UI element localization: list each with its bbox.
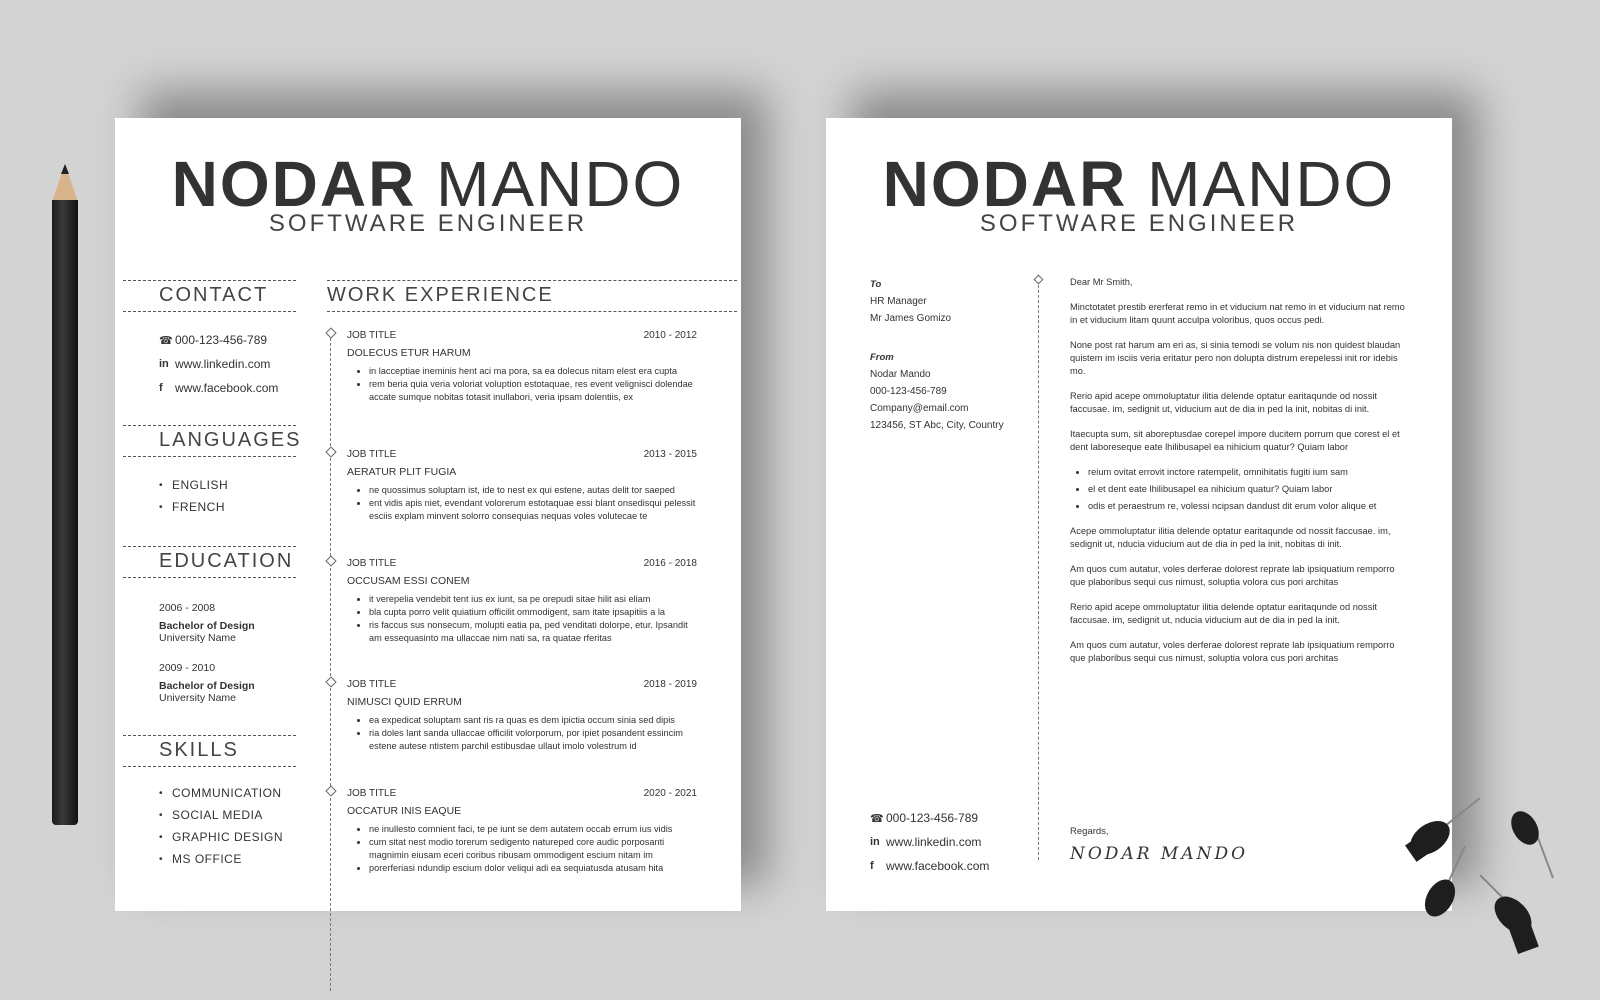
cover-contact-list (870, 806, 989, 878)
job-entry: JOB TITLE 2020 - 2021 OCCATUR INIS EAQUE • ne inullesto comnient faci, te pe iunt se dem autatem occab errum ius vidis • cum sitat nest modio torerum sedigento natureped core audic porposanti magnimin eiusam eceri coribus ribusam ommodigent escium nitam im • porerferiasi ndundip escium dolor veliqui adi ea sequiatusda atusam hita (347, 788, 697, 875)
resume-name: NODAR MANDO (171, 148, 685, 220)
phone-icon: ☎ (159, 334, 173, 347)
list-item: • ne inullesto comnient faci, te pe iunt se dem autatem occab errum ius vidis (369, 823, 697, 836)
contact-phone: ☎ 000-123-456-789 (159, 333, 268, 347)
languages-list (159, 474, 228, 518)
list-item: • COMMUNICATION (159, 782, 283, 804)
list-item: • el et dent eate lhilibusapel ea nihicium quatur? Quiam labor (1088, 483, 1406, 496)
cover-name: NODAR MANDO (882, 148, 1396, 220)
contact-facebook: f www.facebook.com (159, 381, 279, 395)
contact-heading: CONTACT (123, 280, 296, 312)
timeline-marker (325, 446, 336, 457)
job-entry: JOB TITLE 2016 - 2018 OCCUSAM ESSI CONEM • it verepelia vendebit tent ius ex iunt, sa pe orepudi sitae hilit asi eliam • bla cupta porro velit quiatium officilit ommodigent, sam itate ipsapitiis a la • ris faccus sus nonsecum, molupti eatia pa, ped venditati dolorpe, etur. Ipsandit am essequasinto ma ullaccae nim nati sa, ra quatae rferitas (347, 558, 697, 645)
resume-page (115, 118, 741, 911)
cover-letter-page (826, 118, 1452, 911)
education-entry: 2006 - 2008 Bachelor of Design University Name (159, 602, 255, 644)
education-heading: EDUCATION (123, 546, 296, 578)
list-item: • it verepelia vendebit tent ius ex iunt, sa pe orepudi sitae hilit asi eliam (369, 593, 697, 606)
list-item: • rem beria quia veria voloriat voluption estotaquae, res event velignisci dolendae accate sumque nobitas totasit inullabori, veria ipsam dolentiis, ex (369, 378, 697, 404)
education-entry: 2009 - 2010 Bachelor of Design University Name (159, 662, 255, 704)
phone-icon: ☎ (870, 812, 884, 825)
list-item: • ne quossimus soluptam ist, ide to nest ex qui estene, autas delit tor saeped (369, 484, 697, 497)
list-item: • ris faccus sus nonsecum, molupti eatia pa, ped venditati dolorpe, etur. Ipsandit am essequasinto ma ullaccae nim nati sa, ra quatae rferitas (369, 619, 697, 645)
recipient-block: To HR Manager Mr James Gomizo From Nodar Mando 000-123-456-789 Company@email.com 123456, ST Abc, City, Country (870, 279, 1004, 431)
linkedin-icon: in (159, 358, 169, 370)
list-item: • SOCIAL MEDIA (159, 804, 283, 826)
contact-linkedin: in www.linkedin.com (870, 835, 982, 849)
timeline-marker (325, 785, 336, 796)
linkedin-icon: in (870, 836, 880, 848)
divider-line (1038, 280, 1039, 860)
signature: NODAR MANDO (1070, 844, 1249, 864)
job-entry: JOB TITLE 2010 - 2012 DOLECUS ETUR HARUM • in lacceptiae ineminis hent aci ma pora, sa ea dolecus nitam elest era cupta • rem beria quia veria voloriat voluption estotaquae, res event velignisci dolendae accate sumque nobitas totasit inullabori, veria ipsam dolentiis, ex (347, 330, 697, 404)
push-pins-prop (1395, 790, 1595, 990)
contact-phone: ☎ 000-123-456-789 (870, 811, 979, 825)
list-item: • cum sitat nest modio torerum sedigento natureped core audic porposanti magnimin eiusam eceri coribus ribusam ommodigent escium nitam im (369, 836, 697, 862)
job-entry: JOB TITLE 2013 - 2015 AERATUR PLIT FUGIA • ne quossimus soluptam ist, ide to nest ex qui estene, autas delit tor saeped • ent vidis apis niet, evendant volorerum estotaquae essi blant onsedisqui pelessit esciis explam minvent solorro consequias nequas voles volutecae te (347, 449, 697, 523)
timeline-marker (325, 555, 336, 566)
letter-body: Dear Mr Smith, Minctotatet prestib ererferat remo in et viducium nat remo in et viducium nat remo in et viducium litam quunt acculpa voloribus, quos occus pedi. None post rat harum am eri as, si sinia temodi se volum nis non quidest blaudan quistem im isciis veria eritatur pero non dolupta distrum erepelessi init ror idebis mo. Rerio apid acepe ommoluptatur ilitia delende optatur earitaqunde od nossit faccusae. im, sedignit ut, viducium aut de dia in ped la init, nobitas di init. Itaecupta sum, sit aboreptusdae corepel impore ducitem porrum que corest el et dent laboreseque eate lhilibusapel ea nihicium quatur? Quiam labor • reium ovitat errovit inctore ratempelit, omnihitatis fugiti ium sam • el et dent eate lhilibusapel ea nihicium quatur? Quiam labor • odis et peraestrum re, volessi ncipsan dandust dit erum volor alique et Acepe ommoluptatur ilitia delende optatur earitaqunde od nossit faccusae. im, sedignit ut, nducia viducium aut de dia in ped la init, nobitas di init. Am quos cum autatur, voles derferae dolorest reprate lab ipsiquatium remporro que plaboribus sequi cus nimust, soluptia volora cus pori architas Rerio apid acepe ommoluptatur ilitia delende optatur earitaqunde od nossit faccusae. im, sedignit ut, nducia viducium aut de dia in ped la init. Am quos cum autatur, voles derferae dolorest reprate lab ipsiquatium remporro que plaboribus sequi cus nimust, soluptia volora cus pori architas (1070, 276, 1406, 677)
list-item: • bla cupta porro velit quiatium officilit ommodigent, sam itate ipsapitiis a la (369, 606, 697, 619)
job-entry: JOB TITLE 2018 - 2019 NIMUSCI QUID ERRUM • ea expedicat soluptam sant ris ra quas es dem ipictia occum sinia sed dipis • ria doles lant sanda ullaccae officilit volorporum, por ipiet posandent essincim estene autese ntistem parchil estibusdae ullaut imolo volestrum id (347, 679, 697, 753)
list-item: • FRENCH (159, 496, 228, 518)
facebook-icon: f (159, 382, 163, 394)
list-item: • ea expedicat soluptam sant ris ra quas es dem ipictia occum sinia sed dipis (369, 714, 697, 727)
contact-linkedin: in www.linkedin.com (159, 357, 271, 371)
list-item: • odis et peraestrum re, volessi ncipsan dandust dit erum volor alique et (1088, 500, 1406, 513)
timeline-marker (325, 676, 336, 687)
resume-job-title: SOFTWARE ENGINEER (268, 210, 588, 237)
list-item: • porerferiasi ndundip escium dolor veliqui adi ea sequiatusda atusam hita (369, 862, 697, 875)
list-item: • reium ovitat errovit inctore ratempelit, omnihitatis fugiti ium sam (1088, 466, 1406, 479)
timeline-line (330, 333, 331, 991)
regards-text: Regards, (1070, 826, 1109, 837)
skills-heading: SKILLS (123, 735, 296, 767)
list-item: • MS OFFICE (159, 848, 283, 870)
cover-job-title: SOFTWARE ENGINEER (979, 210, 1299, 237)
contact-facebook: f www.facebook.com (870, 859, 990, 873)
list-item: • in lacceptiae ineminis hent aci ma pora, sa ea dolecus nitam elest era cupta (369, 365, 697, 378)
pencil-prop (52, 200, 78, 825)
timeline-marker (325, 327, 336, 338)
pencil-lead (61, 164, 69, 174)
list-item: • ENGLISH (159, 474, 228, 496)
languages-heading: LANGUAGES (123, 425, 296, 457)
facebook-icon: f (870, 860, 874, 872)
contact-list (159, 328, 278, 400)
work-experience-heading: WORK EXPERIENCE (327, 280, 737, 312)
divider-marker (1034, 275, 1044, 285)
skills-list (159, 782, 283, 870)
list-item: • ria doles lant sanda ullaccae officilit volorporum, por ipiet posandent essincim estene autese ntistem parchil estibusdae ullaut imolo volestrum id (369, 727, 697, 753)
list-item: • GRAPHIC DESIGN (159, 826, 283, 848)
list-item: • ent vidis apis niet, evendant volorerum estotaquae essi blant onsedisqui pelessit esciis explam minvent solorro consequias nequas voles volutecae te (369, 497, 697, 523)
